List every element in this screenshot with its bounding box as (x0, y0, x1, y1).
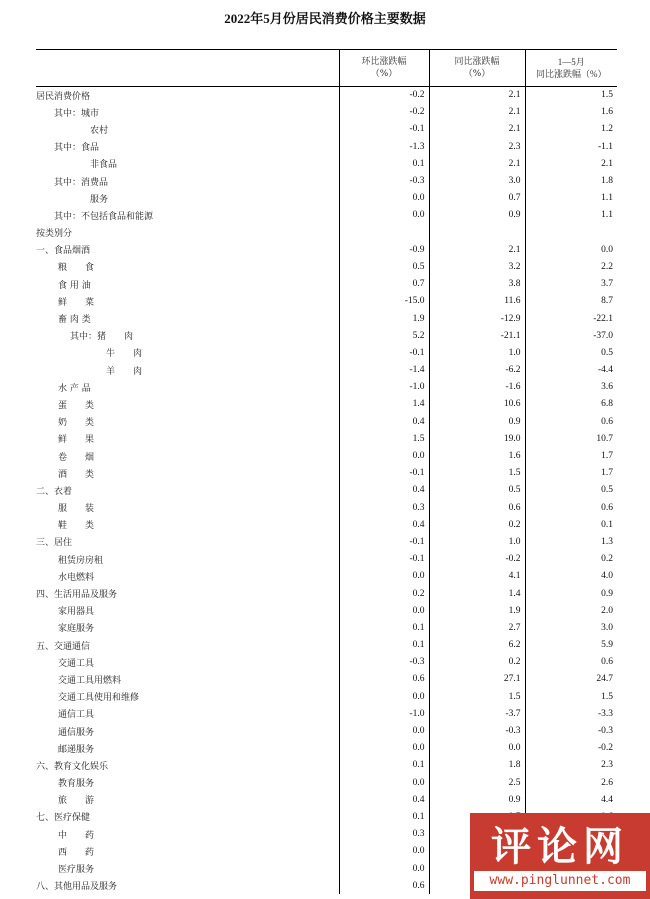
row-label: 粮 食 (58, 263, 95, 274)
cell-mom: 1.9 (339, 310, 429, 327)
row-label: 旅 游 (58, 796, 95, 807)
cell-mom: 0.1 (339, 637, 429, 654)
row-label: 交通工具使用和维修 (58, 693, 140, 704)
row-label: 四、生活用品及服务 (36, 590, 118, 601)
cell-ytd: -1.1 (525, 138, 617, 155)
cell-yoy: -0.3 (429, 722, 525, 739)
cell-mom: 0.5 (339, 258, 429, 275)
cell-mom: -0.1 (339, 465, 429, 482)
cpi-table (36, 49, 617, 894)
cell-yoy: 1.5 (429, 465, 525, 482)
cell-ytd: 24.7 (525, 671, 617, 688)
table-row (36, 344, 617, 361)
header-yoy-line2: （%） (463, 69, 491, 79)
row-label: 三、居住 (36, 538, 73, 549)
cell-mom: 0.0 (339, 190, 429, 207)
cell-ytd: 1.3 (525, 533, 617, 550)
table-row (36, 190, 617, 207)
row-label: 鞋 类 (58, 521, 95, 532)
cell-mom: -1.4 (339, 362, 429, 379)
cell-yoy: 2.1 (429, 241, 525, 258)
cell-mom: -1.0 (339, 705, 429, 722)
row-label: 其中：食品 (54, 143, 100, 154)
row-label: 八、其他用品及服务 (36, 882, 118, 893)
table-row (36, 447, 617, 464)
cell-ytd: -3.3 (525, 705, 617, 722)
cell-yoy: 4.1 (429, 568, 525, 585)
row-label: 通信工具 (58, 710, 95, 721)
table-row (36, 516, 617, 533)
row-label: 居民消费价格 (36, 91, 91, 102)
cell-yoy: 2.1 (429, 87, 525, 104)
cell-yoy: 3.8 (429, 276, 525, 293)
cell-yoy: 2.3 (429, 138, 525, 155)
cell-mom: 0.0 (339, 860, 429, 877)
cell-mom: 0.3 (339, 826, 429, 843)
cell-mom: 0.4 (339, 516, 429, 533)
cell-ytd: 0.9 (525, 585, 617, 602)
row-label: 畜 肉 类 (58, 315, 91, 326)
row-label: 服 装 (58, 504, 95, 515)
cell-ytd: 10.7 (525, 430, 617, 447)
header-ytd (525, 50, 617, 87)
cell-yoy: 0.0 (429, 740, 525, 757)
cell-mom: -0.2 (339, 104, 429, 121)
cell-ytd: 1.7 (525, 465, 617, 482)
cell-mom: -0.1 (339, 533, 429, 550)
cell-ytd: 3.6 (525, 379, 617, 396)
cell-yoy: 1.0 (429, 344, 525, 361)
cell-mom: 0.0 (339, 843, 429, 860)
row-label: 服务 (90, 194, 109, 205)
cell-ytd: 1.8 (525, 172, 617, 189)
cell-yoy: -21.1 (429, 327, 525, 344)
cell-mom: 0.3 (339, 499, 429, 516)
cell-mom: 0.4 (339, 791, 429, 808)
row-label: 西 药 (58, 847, 95, 858)
row-label: 中 药 (58, 830, 95, 841)
table-row (36, 413, 617, 430)
table-row (36, 207, 617, 224)
cell-yoy: 1.8 (429, 757, 525, 774)
cell-yoy: 0.2 (429, 654, 525, 671)
table-row (36, 138, 617, 155)
cell-ytd: 3.7 (525, 276, 617, 293)
row-label: 其中：不包括食品和能源 (54, 211, 154, 222)
row-label: 租赁房房租 (58, 555, 104, 566)
cell-mom: 0.1 (339, 808, 429, 825)
cell-ytd: -37.0 (525, 327, 617, 344)
cell-mom: 5.2 (339, 327, 429, 344)
cell-mom: -0.1 (339, 344, 429, 361)
cell-mom: 0.1 (339, 619, 429, 636)
table-row (36, 276, 617, 293)
row-label: 一、食品烟酒 (36, 246, 91, 257)
table-row (36, 705, 617, 722)
cell-yoy: 0.9 (429, 207, 525, 224)
table-row (36, 585, 617, 602)
cell-mom: 0.0 (339, 722, 429, 739)
table-row (36, 482, 617, 499)
cell-ytd: 1.7 (525, 447, 617, 464)
cell-yoy: 11.6 (429, 293, 525, 310)
cell-mom: 0.2 (339, 585, 429, 602)
row-label: 邮递服务 (58, 744, 95, 755)
table-row (36, 87, 617, 104)
cell-yoy: 2.1 (429, 104, 525, 121)
table-row (36, 499, 617, 516)
row-label: 教育服务 (58, 779, 95, 790)
row-label: 卷 烟 (58, 452, 95, 463)
row-label: 其中：城市 (54, 108, 100, 119)
table-row (36, 293, 617, 310)
cell-ytd: -0.2 (525, 740, 617, 757)
table-row (36, 362, 617, 379)
row-label: 五、交通通信 (36, 641, 91, 652)
watermark (470, 813, 650, 899)
cell-mom: 1.4 (339, 396, 429, 413)
table-row (36, 688, 617, 705)
row-label: 六、教育文化娱乐 (36, 761, 109, 772)
cell-yoy (429, 224, 525, 241)
table-row (36, 379, 617, 396)
row-label: 水 产 品 (58, 383, 91, 394)
table-row (36, 791, 617, 808)
row-label: 交通工具 (58, 658, 95, 669)
cell-yoy: -0.2 (429, 551, 525, 568)
cell-yoy: 0.6 (429, 499, 525, 516)
cell-mom: 0.6 (339, 877, 429, 894)
cell-mom: -0.3 (339, 172, 429, 189)
table-header-row (36, 50, 617, 87)
table-row (36, 310, 617, 327)
cell-yoy: 27.1 (429, 671, 525, 688)
row-label: 蛋 类 (58, 400, 95, 411)
cell-yoy: 1.0 (429, 533, 525, 550)
cell-mom: -1.3 (339, 138, 429, 155)
cell-mom: 0.6 (339, 671, 429, 688)
cell-ytd: 0.2 (525, 551, 617, 568)
table-row (36, 533, 617, 550)
header-yoy-line1: 同比涨跌幅 (454, 57, 500, 67)
row-label: 牛 肉 (106, 349, 143, 360)
cell-yoy: 19.0 (429, 430, 525, 447)
cell-ytd: 8.7 (525, 293, 617, 310)
row-label: 通信服务 (58, 727, 95, 738)
cell-ytd: -0.3 (525, 722, 617, 739)
header-ytd-line1: 1—5月 (557, 57, 585, 67)
table-row (36, 602, 617, 619)
cell-yoy: -1.6 (429, 379, 525, 396)
cell-mom: 0.0 (339, 602, 429, 619)
cell-yoy: 2.1 (429, 121, 525, 138)
table-row (36, 327, 617, 344)
table-row (36, 396, 617, 413)
cell-mom: 0.0 (339, 447, 429, 464)
cell-mom: 0.0 (339, 207, 429, 224)
table-row (36, 568, 617, 585)
table-row (36, 465, 617, 482)
cell-ytd: 5.9 (525, 637, 617, 654)
cell-ytd: 0.5 (525, 482, 617, 499)
row-label: 二、衣着 (36, 486, 73, 497)
row-label: 酒 类 (58, 469, 95, 480)
cell-ytd: 4.4 (525, 791, 617, 808)
cell-mom: 0.0 (339, 774, 429, 791)
cell-mom: 0.4 (339, 482, 429, 499)
table-body (36, 87, 617, 895)
cell-ytd: 1.1 (525, 190, 617, 207)
table-row (36, 671, 617, 688)
row-label: 奶 类 (58, 418, 95, 429)
cell-mom: -0.1 (339, 551, 429, 568)
cell-ytd: 2.3 (525, 757, 617, 774)
cell-ytd: -22.1 (525, 310, 617, 327)
cell-mom: -0.2 (339, 87, 429, 104)
cell-ytd: 1.5 (525, 688, 617, 705)
cell-mom: 0.4 (339, 413, 429, 430)
cell-yoy: -6.2 (429, 362, 525, 379)
table-row (36, 172, 617, 189)
row-label: 家庭服务 (58, 624, 95, 635)
row-label: 交通工具用燃料 (58, 675, 122, 686)
cell-ytd: 1.2 (525, 121, 617, 138)
row-label: 鲜 菜 (58, 297, 95, 308)
row-label: 医疗服务 (58, 865, 95, 876)
table-row (36, 430, 617, 447)
header-label-col (36, 50, 339, 87)
watermark-url: www.pinglunnet.com (474, 871, 646, 891)
cell-ytd: 0.6 (525, 654, 617, 671)
cell-yoy: 0.2 (429, 516, 525, 533)
page-title: 2022年5月份居民消费价格主要数据 (224, 11, 426, 26)
header-mom-line2: （%） (370, 69, 398, 79)
cell-yoy: 3.2 (429, 258, 525, 275)
table-row (36, 757, 617, 774)
row-label: 七、医疗保健 (36, 813, 91, 824)
cell-ytd: 3.0 (525, 619, 617, 636)
row-label: 其中：消费品 (54, 177, 109, 188)
header-yoy (429, 50, 525, 87)
cell-ytd: 1.6 (525, 104, 617, 121)
cell-ytd: 0.0 (525, 241, 617, 258)
header-mom (339, 50, 429, 87)
row-label: 其中：猪 肉 (70, 332, 134, 343)
table-row (36, 224, 617, 241)
table-row (36, 722, 617, 739)
cell-mom: 0.7 (339, 276, 429, 293)
cell-mom: 0.0 (339, 688, 429, 705)
cell-mom (339, 224, 429, 241)
cell-ytd: 1.1 (525, 207, 617, 224)
cell-ytd (525, 224, 617, 241)
cell-mom: -15.0 (339, 293, 429, 310)
row-label: 按类别分 (36, 229, 73, 240)
cell-yoy: 1.6 (429, 447, 525, 464)
table-row (36, 654, 617, 671)
cell-yoy: 2.5 (429, 774, 525, 791)
cell-mom: 0.1 (339, 155, 429, 172)
cell-yoy: 1.4 (429, 585, 525, 602)
cell-mom: 1.5 (339, 430, 429, 447)
cell-ytd: 0.6 (525, 499, 617, 516)
cell-ytd: 0.1 (525, 516, 617, 533)
cell-ytd: 0.6 (525, 413, 617, 430)
cell-yoy: 2.1 (429, 155, 525, 172)
cell-yoy: 6.2 (429, 637, 525, 654)
cell-yoy: 10.6 (429, 396, 525, 413)
table-row (36, 774, 617, 791)
table-row (36, 258, 617, 275)
table-row (36, 155, 617, 172)
table-row (36, 241, 617, 258)
cell-yoy: -3.7 (429, 705, 525, 722)
cell-ytd: 1.5 (525, 87, 617, 104)
cell-mom: 0.0 (339, 568, 429, 585)
cell-mom: -0.1 (339, 121, 429, 138)
cell-ytd: 2.0 (525, 602, 617, 619)
cell-mom: 0.1 (339, 757, 429, 774)
row-label: 水电燃料 (58, 572, 95, 583)
cell-ytd: -4.4 (525, 362, 617, 379)
cell-mom: -0.3 (339, 654, 429, 671)
row-label: 羊 肉 (106, 366, 143, 377)
cell-ytd: 2.6 (525, 774, 617, 791)
cell-ytd: 2.2 (525, 258, 617, 275)
cell-yoy: 1.5 (429, 688, 525, 705)
cell-mom: -0.9 (339, 241, 429, 258)
table-row (36, 104, 617, 121)
cell-yoy: 3.0 (429, 172, 525, 189)
cell-yoy: 2.7 (429, 619, 525, 636)
header-mom-line1: 环比涨跌幅 (361, 57, 407, 67)
header-ytd-line2: 同比涨跌幅（%） (536, 69, 607, 79)
cell-yoy: 0.9 (429, 413, 525, 430)
cell-ytd: 0.5 (525, 344, 617, 361)
cell-yoy: 1.9 (429, 602, 525, 619)
row-label: 农村 (90, 125, 109, 136)
cell-mom: 0.0 (339, 740, 429, 757)
row-label: 食 用 油 (58, 280, 91, 291)
row-label: 鲜 果 (58, 435, 95, 446)
table-row (36, 740, 617, 757)
cell-yoy: 0.5 (429, 482, 525, 499)
watermark-text: 评论网 (491, 824, 629, 870)
cell-ytd: 4.0 (525, 568, 617, 585)
table-row (36, 121, 617, 138)
table-row (36, 551, 617, 568)
cell-yoy: 0.9 (429, 791, 525, 808)
cell-yoy: -12.9 (429, 310, 525, 327)
table-row (36, 637, 617, 654)
cell-yoy: 0.7 (429, 190, 525, 207)
row-label: 非食品 (90, 160, 118, 171)
cell-mom: -1.0 (339, 379, 429, 396)
table-row (36, 619, 617, 636)
cell-ytd: 2.1 (525, 155, 617, 172)
cell-ytd: 6.8 (525, 396, 617, 413)
row-label: 家用器具 (58, 607, 95, 618)
